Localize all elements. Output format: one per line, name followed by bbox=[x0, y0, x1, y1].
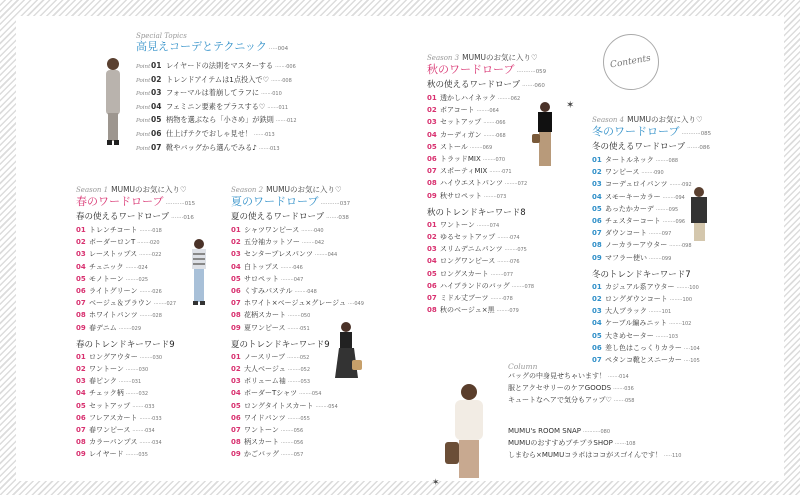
winter-wear-item[interactable]: 03 コーデュロイパンツ ········092 bbox=[592, 180, 692, 189]
autumn-wear-item[interactable]: 07 スポーティMIX ········071 bbox=[427, 167, 512, 176]
winter-trend-item[interactable]: 02 ロングダウンコート ········100 bbox=[592, 295, 692, 304]
model-photo-column bbox=[443, 382, 495, 482]
contents-badge-label: Contents bbox=[609, 53, 653, 71]
autumn-wear-item[interactable]: 03 セットアップ ········066 bbox=[427, 118, 506, 127]
winter-wear-item[interactable]: 08 ノーカラーアウター ········098 bbox=[592, 241, 692, 250]
spring-trend-item[interactable]: 03 春ピンク ········031 bbox=[76, 377, 142, 386]
autumn-section bbox=[427, 52, 546, 317]
winter-wear-item[interactable]: 01 タートルネック ········088 bbox=[592, 156, 679, 164]
spring-wear-title[interactable]: 春の使えるワードローブ ·······016 bbox=[76, 212, 194, 222]
summer-trend-item[interactable]: 05 ロングタイトスカート ········054 bbox=[231, 401, 338, 410]
winter-wear-item[interactable]: 02 ワンピース ········090 bbox=[592, 168, 664, 177]
autumn-wear-item[interactable]: 04 カーディガン ········068 bbox=[427, 130, 506, 139]
summer-wear-item[interactable]: 05 サロペット ········047 bbox=[231, 274, 304, 283]
summer-trend-item[interactable]: 04 ボーダーTシャツ ········054 bbox=[231, 389, 322, 398]
column-item[interactable]: バッグの中身見せちゃいます！ ·······014 bbox=[508, 372, 629, 380]
autumn-wear-item[interactable]: 06 トラッドMIX ········070 bbox=[427, 155, 506, 164]
spring-trend-item[interactable]: 01 ロングアウター ········030 bbox=[76, 352, 163, 361]
column-extra-item[interactable]: MUMU's ROOM SNAP ···········080 bbox=[508, 426, 610, 435]
summer-trend-item[interactable]: 06 ワイドパンツ ········055 bbox=[231, 413, 310, 422]
summer-trend-item[interactable]: 07 ワントーン ········056 bbox=[231, 426, 304, 435]
spring-title[interactable]: 春のワードローブ ···········015 bbox=[76, 195, 196, 208]
spring-trend-item[interactable]: 06 フレアスカート ········033 bbox=[76, 413, 162, 422]
summer-title[interactable]: 夏のワードローブ ···········037 bbox=[231, 195, 351, 208]
special-point[interactable]: Point05 柄物を選ぶなら「小さめ」が鉄則 ·······012 bbox=[136, 115, 297, 125]
spring-trend-item[interactable]: 05 セットアップ ········033 bbox=[76, 401, 155, 410]
special-point[interactable]: Point07 靴やバッグから選んでみる♪ ·······013 bbox=[136, 142, 280, 152]
winter-title[interactable]: 冬のワードローブ ···········085 bbox=[592, 125, 712, 138]
summer-trend-item[interactable]: 01 ノースリーブ ········052 bbox=[231, 352, 310, 361]
spring-wear-item[interactable]: 07 ベージュ＆ブラウン ········027 bbox=[76, 299, 176, 308]
column-section bbox=[508, 362, 681, 462]
winter-trend-item[interactable]: 06 差し色はこっくりカラー ····104 bbox=[592, 343, 700, 352]
autumn-wear-item[interactable]: 08 ハイウエストパンツ ········072 bbox=[427, 179, 528, 188]
summer-trend-item[interactable]: 02 大人ベージュ ········052 bbox=[231, 365, 310, 374]
autumn-wear-title[interactable]: 秋の使えるワードローブ ·······060 bbox=[427, 80, 545, 90]
spring-wear-item[interactable]: 04 チュニック ········024 bbox=[76, 262, 148, 271]
spring-trend-item[interactable]: 04 チェック柄 ········032 bbox=[76, 389, 149, 398]
spring-section bbox=[76, 184, 195, 462]
autumn-trend-title[interactable]: 秋のトレンドキーワード8 bbox=[427, 207, 526, 218]
column-item[interactable]: 服とアクセサリーのケアGOODS ·······036 bbox=[508, 384, 634, 393]
column-extra-item[interactable]: MUMUのおすすめプチプラSHOP ·······108 bbox=[508, 438, 636, 447]
autumn-wear-item[interactable]: 05 ストール ········069 bbox=[427, 142, 493, 151]
spring-wear-item[interactable]: 08 ホワイトパンツ ········028 bbox=[76, 311, 162, 320]
special-title[interactable]: 高見えコーデとテクニック ·····004 bbox=[136, 40, 289, 53]
winter-wear-item[interactable]: 07 ダウンコート ········097 bbox=[592, 229, 672, 238]
autumn-trend-item[interactable]: 06 ハイブランドのバッグ ········078 bbox=[427, 281, 535, 290]
summer-section bbox=[231, 184, 364, 462]
column-script: Column bbox=[508, 362, 538, 371]
autumn-trend-item[interactable]: 08 秋のベージュ×黒 ········079 bbox=[427, 306, 519, 315]
winter-trend-item[interactable]: 01 カジュアル系アウター ········100 bbox=[592, 282, 699, 291]
winter-wear-item[interactable]: 05 あったかカーデ ········095 bbox=[592, 204, 679, 213]
autumn-trend-item[interactable]: 07 ミドル丈ブーツ ········078 bbox=[427, 294, 513, 303]
summer-wear-title[interactable]: 夏の使えるワードローブ ·······038 bbox=[231, 212, 349, 222]
summer-wear-item[interactable]: 04 白トップス ········046 bbox=[231, 262, 303, 271]
winter-trend-item[interactable]: 03 大人ブラック ········101 bbox=[592, 307, 672, 316]
winter-trend-item[interactable]: 05 大きめセーター ········103 bbox=[592, 331, 678, 340]
spring-trend-item[interactable]: 02 ワントーン ········030 bbox=[76, 365, 149, 374]
column-item[interactable]: キュートなヘアで気分もアップ♡ ·······058 bbox=[508, 396, 635, 405]
spring-trend-item[interactable]: 07 春ワンピース ········034 bbox=[76, 426, 155, 435]
spring-wear-item[interactable]: 06 ライトグリーン ········026 bbox=[76, 287, 162, 296]
special-point[interactable]: Point06 仕上げテクでおしゃ見せ！ ·······013 bbox=[136, 128, 275, 138]
summer-trend-item[interactable]: 08 柄スカート ········056 bbox=[231, 438, 304, 447]
spring-wear-item[interactable]: 09 春デニム ········029 bbox=[76, 323, 141, 332]
spring-wear-item[interactable]: 02 ボーダーロンT ········020 bbox=[76, 238, 160, 247]
winter-wear-item[interactable]: 09 マフラー使い ········099 bbox=[592, 253, 672, 262]
autumn-trend-item[interactable]: 05 ロングスカート ········077 bbox=[427, 269, 514, 278]
summer-wear-item[interactable]: 06 くすみパステル ········048 bbox=[231, 287, 317, 296]
summer-trend-item[interactable]: 03 ボリューム袖 ········053 bbox=[231, 377, 311, 386]
summer-season-label: Season 2 MUMUのお気に入り♡ bbox=[231, 185, 342, 194]
winter-trend-title[interactable]: 冬のトレンドキーワード7 bbox=[592, 269, 691, 280]
summer-wear-item[interactable]: 08 花柄スカート ········050 bbox=[231, 311, 311, 320]
winter-wear-title[interactable]: 冬の使えるワードローブ ·······086 bbox=[592, 142, 710, 152]
special-script: Special Topics bbox=[136, 32, 187, 40]
column-extra-item[interactable]: しまむら×MUMUコラボはココがスゴイんです！ ·····110 bbox=[508, 451, 682, 460]
summer-wear-item[interactable]: 03 センタープレスパンツ ········044 bbox=[231, 250, 338, 259]
summer-trend-title[interactable]: 夏のトレンドキーワード9 bbox=[231, 339, 330, 350]
contents-badge bbox=[603, 34, 659, 90]
special-section bbox=[136, 32, 297, 155]
winter-trend-item[interactable]: 04 ケーブル編みニット ········102 bbox=[592, 319, 692, 328]
autumn-wear-item[interactable]: 09 秋サロペット ········073 bbox=[427, 191, 507, 200]
autumn-wear-item[interactable]: 02 ボアコート ········064 bbox=[427, 106, 499, 115]
special-point[interactable]: Point01 レイヤードの法則をマスターする ·······006 bbox=[136, 61, 296, 70]
spring-trend-item[interactable]: 08 カラーパンプス ········034 bbox=[76, 438, 162, 447]
model-photo-special bbox=[97, 55, 129, 147]
winter-season-label: Season 4 MUMUのお気に入り♡ bbox=[592, 115, 703, 124]
spring-wear-item[interactable]: 03 レーストップス ········022 bbox=[76, 250, 162, 259]
summer-wear-item[interactable]: 07 ホワイト×ベージュ×グレージュ ····049 bbox=[231, 299, 364, 308]
winter-wear-item[interactable]: 06 チェスターコート ········096 bbox=[592, 217, 686, 226]
spring-trend-title[interactable]: 春のトレンドキーワード9 bbox=[76, 339, 175, 350]
winter-wear-item[interactable]: 04 スモーキーカラー ········094 bbox=[592, 192, 685, 201]
spring-wear-item[interactable]: 05 モノトーン ········025 bbox=[76, 274, 149, 283]
autumn-wear-item[interactable]: 01 透かしハイネック ········062 bbox=[427, 94, 521, 102]
spring-trend-item[interactable]: 09 レイヤード ········035 bbox=[76, 450, 148, 459]
autumn-trend-item[interactable]: 01 ワントーン ········074 bbox=[427, 220, 500, 229]
winter-section bbox=[592, 114, 711, 367]
special-point[interactable]: Point04 フェミニン要素をプラスする♡ ·······011 bbox=[136, 101, 288, 111]
autumn-trend-item[interactable]: 03 スリムデニムパンツ ········075 bbox=[427, 245, 527, 254]
summer-wear-item[interactable]: 09 夏ワンピース ········051 bbox=[231, 323, 310, 332]
autumn-trend-item[interactable]: 02 ゆるセットアップ ········074 bbox=[427, 233, 520, 242]
special-point[interactable]: Point03 フォーマルは着崩してラフに ·······010 bbox=[136, 88, 282, 98]
spring-wear-item[interactable]: 01 トレンチコート ········018 bbox=[76, 226, 162, 234]
autumn-title[interactable]: 秋のワードローブ ···········059 bbox=[427, 63, 547, 76]
spring-season-label: Season 1 MUMUのお気に入り♡ bbox=[76, 185, 187, 194]
sparkle-icon: ✶ bbox=[566, 100, 575, 111]
special-point[interactable]: Point02 トレンドアイテムは1点投入で♡ ·······008 bbox=[136, 74, 292, 84]
autumn-trend-item[interactable]: 04 ロングワンピース ········076 bbox=[427, 257, 520, 266]
summer-wear-item[interactable]: 01 シャツワンピース ········040 bbox=[231, 226, 324, 234]
sparkle-icon: ✶ bbox=[432, 478, 440, 488]
summer-wear-item[interactable]: 02 五分袖カットソー ········042 bbox=[231, 238, 325, 247]
winter-trend-item[interactable]: 07 ペタンコ靴とスニーカー ····105 bbox=[592, 356, 700, 365]
autumn-season-label: Season 3 MUMUのお気に入り♡ bbox=[427, 53, 538, 62]
summer-trend-item[interactable]: 09 かごバッグ ········057 bbox=[231, 450, 304, 459]
